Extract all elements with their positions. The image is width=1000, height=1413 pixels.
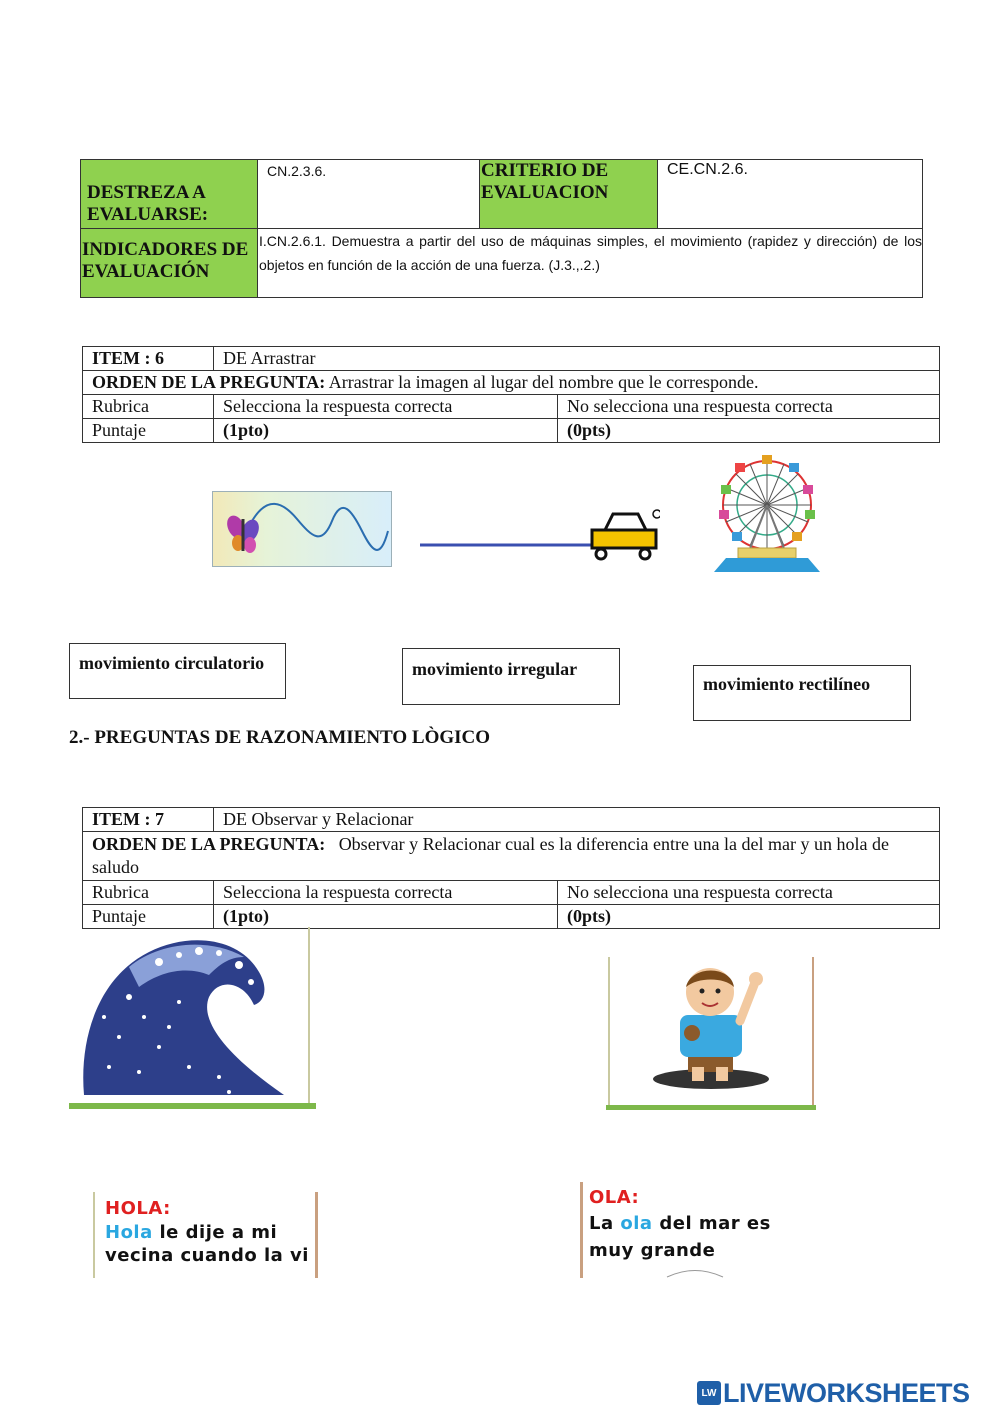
item6-rubrica-label: Rubrica <box>83 395 214 419</box>
drop-box-circulatorio[interactable] <box>69 643 286 699</box>
item6-type: DE Arrastrar <box>214 347 940 371</box>
section2-title: 2.- PREGUNTAS DE RAZONAMIENTO LÒGICO <box>69 727 491 748</box>
item7-puntaje-incorrect: (0pts) <box>567 906 611 926</box>
ola-note-card[interactable] <box>580 1182 813 1278</box>
hola-highlight: Hola <box>105 1222 153 1243</box>
item6-orden-text: Arrastrar la imagen al lugar del nombre que le corresponde. <box>328 372 759 392</box>
indicadores-label: INDICADORES DE EVALUACIÓN <box>82 239 249 282</box>
ola-line1-rest: del mar es <box>652 1213 771 1234</box>
wave-sketch-icon <box>665 1268 725 1278</box>
ferris-wheel-image[interactable] <box>710 450 824 574</box>
car-line-image[interactable] <box>420 502 660 564</box>
drop-box-rectilineo-label: movimiento rectilíneo <box>703 674 871 694</box>
drop-box-rectilineo[interactable] <box>693 665 911 721</box>
drop-box-irregular-label: movimiento irregular <box>412 659 578 679</box>
item6-rubrica-incorrect: No selecciona una respuesta correcta <box>558 395 940 419</box>
item7-orden-label: ORDEN DE LA PREGUNTA: <box>92 834 326 854</box>
item7-label: ITEM : 7 <box>92 809 164 829</box>
ola-title: OLA: <box>589 1187 640 1208</box>
item7-rubrica-label: Rubrica <box>83 881 214 905</box>
ocean-wave-image[interactable] <box>69 927 316 1111</box>
evaluation-header-table <box>80 159 923 298</box>
item6-orden <box>83 371 940 395</box>
hola-note-card[interactable] <box>93 1192 318 1278</box>
item6-rubrica-correct: Selecciona la respuesta correcta <box>214 395 558 419</box>
item7-puntaje-label: Puntaje <box>83 905 214 929</box>
item7-type: DE Observar y Relacionar <box>214 808 940 832</box>
item7-orden-text: Observar y Relacionar cual es la diferencia entre una la del mar y un hola de saludo <box>92 834 889 877</box>
liveworksheets-logo[interactable] <box>697 1378 970 1408</box>
liveworksheets-brand-name: LIVEWORKSHEETS <box>723 1377 970 1408</box>
item6-orden-label: ORDEN DE LA PREGUNTA: <box>92 372 326 392</box>
drop-box-circulatorio-label: movimiento circulatorio <box>79 653 265 673</box>
ola-line1 <box>589 1213 771 1234</box>
item7-orden <box>83 832 940 881</box>
indicadores-text: I.CN.2.6.1. Demuestra a partir del uso de máquinas simples, el movimiento (rapidez y dirección) de los objetos en función de la acción de una fuerza. (J.3.,.2.) <box>258 229 923 298</box>
ola-line2: muy grande <box>589 1240 716 1261</box>
hola-line1 <box>105 1222 277 1243</box>
destreza-label: DESTREZA A EVALUARSE: <box>87 182 209 225</box>
item7-rubrica-correct: Selecciona la respuesta correcta <box>214 881 558 905</box>
hola-line1-rest: le dije a mi <box>152 1222 278 1243</box>
item6-label: ITEM : 6 <box>92 348 164 368</box>
liveworksheets-logo-icon: LW <box>697 1381 721 1405</box>
item6-table <box>82 346 940 443</box>
criterio-label: CRITERIO DE EVALUACION <box>480 160 658 229</box>
item7-table <box>82 807 940 929</box>
item6-puntaje-label: Puntaje <box>83 419 214 443</box>
car-icon <box>592 510 660 559</box>
item7-puntaje-correct: (1pto) <box>223 906 269 926</box>
indicadores-label-cell <box>81 229 258 298</box>
destreza-code: CN.2.3.6. <box>258 160 480 229</box>
hola-title: HOLA: <box>105 1198 171 1219</box>
ola-highlight: ola <box>620 1213 653 1234</box>
item6-puntaje-correct: (1pto) <box>223 420 269 440</box>
item6-puntaje-incorrect: (0pts) <box>567 420 611 440</box>
criterio-code: CE.CN.2.6. <box>658 160 923 229</box>
butterfly-path-image[interactable] <box>212 491 392 567</box>
ola-line1-start: La <box>589 1213 621 1234</box>
item7-rubrica-incorrect: No selecciona una respuesta correcta <box>558 881 940 905</box>
destreza-label-cell <box>81 160 258 229</box>
drop-box-irregular[interactable] <box>402 648 620 705</box>
boy-waving-image[interactable] <box>606 957 816 1111</box>
hola-line2: vecina cuando la vi <box>105 1245 309 1266</box>
